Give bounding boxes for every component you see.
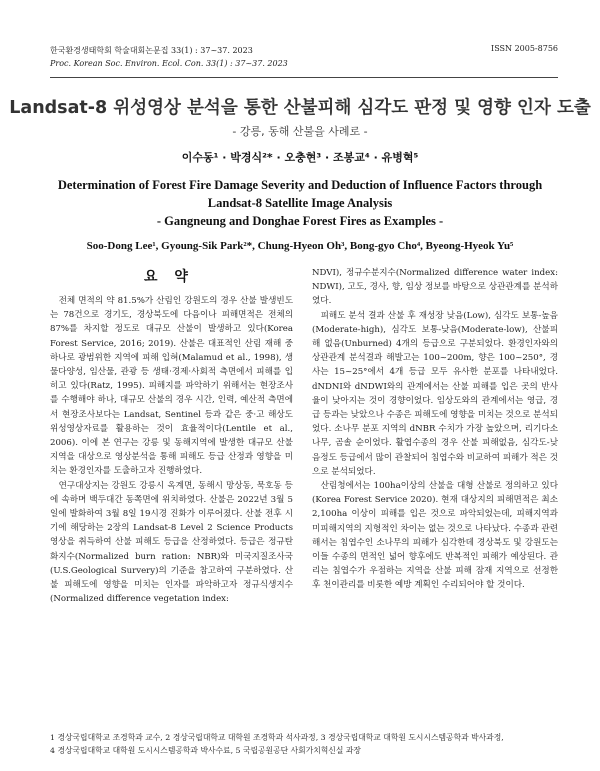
footnote-line: 4 경상국립대학교 대학원 도시시스템공학과 박사수료, 5 국립공원공단 사회가치혁신실 과장 (50, 746, 361, 755)
title-en-line: - Gangneung and Donghae Forest Fires as Examples - (156, 214, 444, 228)
title-en-line: Landsat-8 Satellite Image Analysis (207, 196, 393, 210)
paragraph: 산림청에서는 100ha이상의 산불을 대형 산불로 정의하고 있다(Korea Forest Service 2020). 현재 대상지의 피해면적은 최소 2,100ha 이상이 피해를 입은 것으로 파악되었는데, 피해지역과 미피해지역의 지형적인 차이는 없는 것으로 나타났다. 수종과 관련해서는 침엽수인 소나무의 피해가 심각한데 경상북도 및 강원도는 이들 수종의 면적인 넓어 향후에도 반복적인 피해가 예상된다. 관리는 침엽수가 우점하는 지역을 산불 피해 잠재 지역으로 선정한 후 천이관리를 비롯한 예방 계획인 수리되어야 할 것이다. (312, 481, 558, 591)
paragraph: 피해도 분석 결과 산불 후 재성장 낮음(Low), 심각도 보통-높음(Moderate-high), 심각도 보통-낮음(Moderate-low), 산불피해 없음(Unburned) 4개의 등급으로 구분되었다. 환경인자와의 상관관계 분석결과 해발고는 100~200m, 향은 100~250°, 경사는 15~25°에서 4개 등급 모두 유사한 분포를 나타내었다. dNDNI와 dNDWI와의 관계에서는 산불 피해를 입은 곳의 반사율이 낮아지는 것이 경향이었다. 임상도와의 관계에서는 영급, 경급 등과는 낮았으나 수종은 피해도에 영향을 미치는 것으로 분석되었다. 소나무 분포 지역의 dNBR 수치가 가장 높았으며, 리기다소나무, 곰솔 순이었다. 활엽수종의 경우 산불 피해없음, 심각도-낮음정도 등급에서 많이 관찰되어 침엽수와 비교하여 피해가 적은 것으로 분석되었다. (312, 310, 558, 477)
paper-title-ko: Landsat-8 위성영상 분석을 통한 산불피해 심각도 판정 및 영향 인자 도출 (9, 98, 591, 118)
paper-subtitle-ko: - 강릉, 동해 산불을 사례로 - (232, 125, 368, 138)
right-column (312, 266, 558, 593)
journal-name-ko: 한국환경생태학회 학술대회논문집 33(1) : 37~37. 2023 (50, 46, 253, 55)
paragraph: 전체 면적의 약 81.5%가 산림인 강원도의 경우 산불 발생빈도는 78건으로 경기도, 경상북도에 다음이나 피해면적은 전체의 87%를 차지할 정도로 대규모 산불이 발생하고 있다(Korea Forest Service, 2016; 2019). 산불은 대표적인 산림 재해 중 하나로 광범위한 지역에 피해 입혀(Malamud et al., 1998), 생물다양성, 임산물, 관광 등 생태·경제·사회적 측면에서 피해를 입히고 있다(Ratz, 1995). 피해지를 파악하기 위해서는 현장조사를 수행해야 하나, 대규모 산불의 경우 시간, 인력, 예산적 측면에서 현장조사보다는 Landsat, Sentinel 등과 같은 중·고 해상도 위성영상자료를 활용하는 것이 효율적이다(Lentile et al., 2006). 이에 본 연구는 강릉 및 동해지역에 발생한 대규모 산불지역을 대상으로 영상분석을 통해 피해도 등급 산정과 영향을 미치는 환경인자를 도출하고자 진행하였다. (50, 296, 293, 477)
abstract-heading: 요 약 (144, 269, 194, 285)
footnote (50, 731, 560, 757)
left-column (50, 294, 293, 606)
journal-name-en: Proc. Korean Soc. Environ. Ecol. Con. 33(1) : 37~37. 2023 (50, 59, 288, 68)
paragraph: 연구대상지는 강원도 강릉시 옥계면, 동해시 망상동, 묵호동 등에 속하며 백두대간 동쪽면에 위치하였다. 산불은 2022년 3월 5일에 발화하여 3월 8일 19시경 진화가 이루어졌다. 산불 전후 시기에 해당하는 2장의 Landsat-8 Level 2 Science Products 영상을 취득하여 산불 피해도 등급을 산정하였다. 등급은 정규탄화지수(Normalized burn ration: NBR)와 미국지질조사국(U.S.Geological Survery)의 기준을 참고하여 구분하였다. 산불 피해도에 영향을 미치는 인자를 파악하고자 정규식생지수(Normalized difference vegetation index: (50, 480, 293, 605)
issn: ISSN 2005-8756 (491, 44, 558, 53)
footnote-line: 1 경상국립대학교 조경학과 교수, 2 경상국립대학교 대학원 조경학과 석사과정, 3 경상국립대학교 대학원 도시시스템공학과 박사과정, (50, 733, 504, 742)
title-en-line: Determination of Forest Fire Damage Severity and Deduction of Influence Factors through (57, 178, 543, 192)
authors-ko: 이수동¹ · 박경식²* · 오충현³ · 조봉교⁴ · 유병혁⁵ (181, 151, 419, 164)
paragraph: NDVI), 정규수분지수(Normalized difference water index: NDWI), 고도, 경사, 향, 임상 정보를 바탕으로 상관관계를 분석하였다. (312, 268, 558, 307)
header-divider (50, 77, 558, 78)
authors-en: Soo-Dong Lee¹, Gyoung-Sik Park²*, Chung-Hyeon Oh³, Bong-gyo Cho⁴, Byeong-Hyeok Yu⁵ (86, 240, 514, 252)
paper-title-en (40, 176, 560, 230)
journal-header (50, 44, 288, 70)
